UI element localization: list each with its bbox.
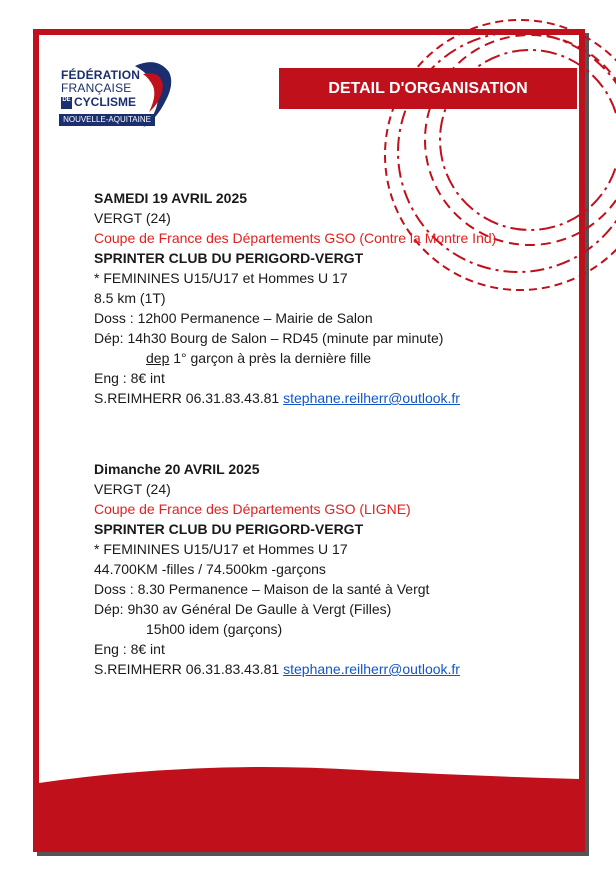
event1-eng: Eng : 8€ int: [94, 370, 165, 386]
logo-de: DE: [61, 97, 72, 109]
event1-doss: Doss : 12h00 Permanence – Mairie de Salon: [94, 310, 373, 326]
event2-distance: 44.700KM -filles / 74.500km -garçons: [94, 561, 326, 577]
ffc-logo: [57, 58, 187, 132]
event2-email-link[interactable]: stephane.reilherr@outlook.fr: [283, 661, 460, 677]
title-banner: [279, 68, 577, 109]
logo-cyclisme: CYCLISME: [74, 95, 137, 109]
event2-doss: Doss : 8.30 Permanence – Maison de la santé à Vergt: [94, 581, 430, 597]
event1-categories: * FEMININES U15/U17 et Hommes U 17: [94, 270, 348, 286]
event1-location: VERGT (24): [94, 210, 171, 226]
logo-region: NOUVELLE-AQUITAINE: [59, 114, 155, 126]
event2-dep2: 15h00 idem (garçons): [146, 621, 283, 637]
document-body: [94, 188, 564, 679]
logo-line-3: [61, 95, 136, 109]
event1-dep2: [94, 348, 564, 368]
event2-categories: * FEMININES U15/U17 et Hommes U 17: [94, 541, 348, 557]
event1-dep2-rest: 1° garçon à près la dernière fille: [169, 350, 372, 366]
event1-date: SAMEDI 19 AVRIL 2025: [94, 190, 248, 206]
page-title: DETAIL D'ORGANISATION: [328, 80, 528, 97]
event2-race: Coupe de France des Départements GSO (LIGNE): [94, 501, 411, 517]
event1-race: Coupe de France des Départements GSO (Contre la Montre Ind): [94, 230, 497, 246]
event1-club: SPRINTER CLUB DU PERIGORD-VERGT: [94, 250, 364, 266]
bottom-wave: [39, 767, 579, 846]
event2-club: SPRINTER CLUB DU PERIGORD-VERGT: [94, 521, 364, 537]
event-block-2: [94, 459, 564, 679]
event1-email-link[interactable]: stephane.reilherr@outlook.fr: [283, 390, 460, 406]
event2-location: VERGT (24): [94, 481, 171, 497]
event1-contact: S.REIMHERR 06.31.83.43.81: [94, 390, 284, 406]
event2-date: Dimanche 20 AVRIL 2025: [94, 461, 260, 477]
event1-dep: Dép: 14h30 Bourg de Salon – RD45 (minute par minute): [94, 330, 444, 346]
logo-line-1: FÉDÉRATION: [61, 68, 141, 82]
logo-line-2: FRANÇAISE: [61, 81, 132, 95]
event-block-1: [94, 188, 564, 408]
event2-eng: Eng : 8€ int: [94, 641, 165, 657]
event2-contact-line: [94, 659, 564, 679]
event1-distance: 8.5 km (1T): [94, 290, 166, 306]
event1-contact-line: [94, 388, 564, 408]
event1-dep2-word: dep: [146, 350, 170, 366]
event2-contact: S.REIMHERR 06.31.83.43.81: [94, 661, 284, 677]
event2-dep: Dép: 9h30 av Général De Gaulle à Vergt (Filles): [94, 601, 392, 617]
